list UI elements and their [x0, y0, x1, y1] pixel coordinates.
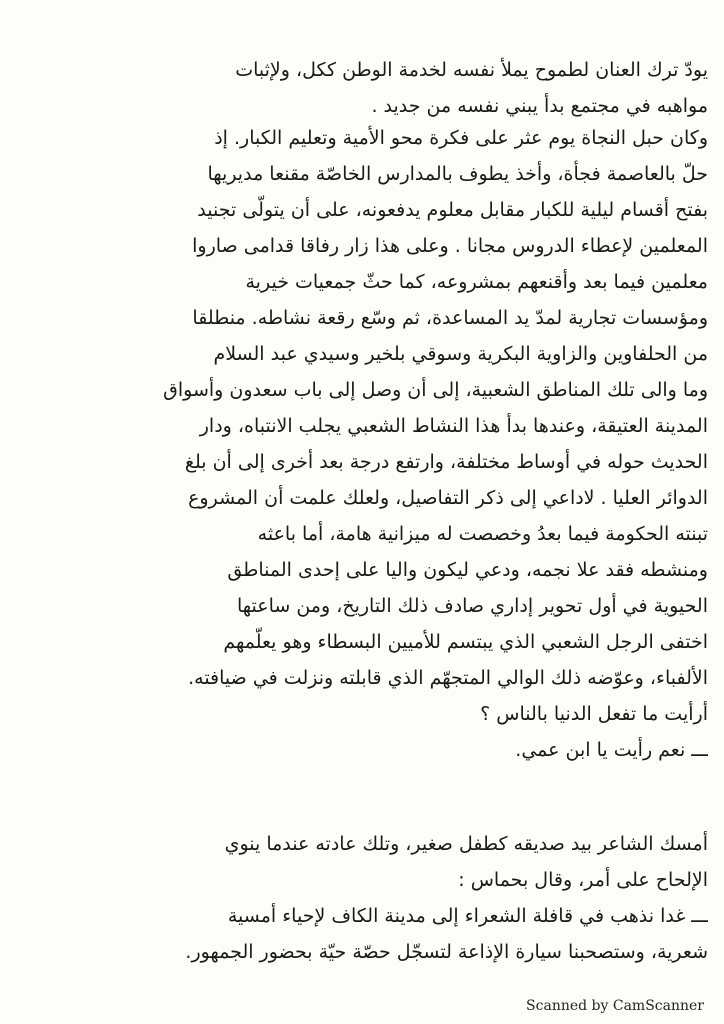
text-line: وما والى تلك المناطق الشعبية، إلى أن وصل إلى باب سعدون وأسواق: [163, 379, 708, 401]
text-line: من الحلفاوين والزاوية البكرية وسوقي بلخير وسيدي عبد السلام: [213, 343, 708, 365]
text-line: شعرية، وستصحبنا سيارة الإذاعة لتسجّل حصّة حيّة بحضور الجمهور.: [185, 941, 708, 963]
text-line: المدينة العتيقة، وعندها بدأ هذا النشاط الشعبي يجلب الانتباه، ودار: [199, 415, 708, 437]
text-line: تبنته الحكومة فيما بعدُ وخصصت له ميزانية هامة، أما باعثه: [257, 523, 708, 545]
text-line: بفتح أقسام ليلية للكبار مقابل معلوم يدفعونه، على أن يتولّى تجنيد: [197, 199, 708, 221]
text-line: الحديث حوله في أوساط مختلفة، وارتفع درجة بعد أخرى إلى أن بلغ: [184, 451, 708, 473]
text-line: يودّ ترك العنان لطموح يملأ نفسه لخدمة الوطن ككل، ولإثبات: [235, 59, 708, 81]
paragraph-1: [40, 52, 708, 124]
text-line: اختفى الرجل الشعبي الذي يبتسم للأميين البسطاء وهو يعلّمهم: [223, 631, 708, 653]
text-line: ومنشطه فقد علا نجمه، ودعي ليكون واليا على إحدى المناطق: [227, 559, 708, 581]
text-line: وكان حبل النجاة يوم عثر على فكرة محو الأمية وتعليم الكبار. إذ: [214, 127, 708, 149]
text-line: ـــ غدا نذهب في قافلة الشعراء إلى مدينة الكاف لإحياء أمسية: [227, 905, 708, 927]
text-line: الألفباء، وعوّضه ذلك الوالي المتجهّم الذي قابلته ونزلت في ضيافته.: [188, 667, 708, 689]
text-line: المعلمين لإعطاء الدروس مجانا . وعلى هذا زار رفاقا قدامى صاروا: [192, 235, 708, 257]
paragraph-3: [40, 826, 708, 970]
text-line: معلمين فيما بعد وأقنعهم بمشروعه، كما حثّ جمعيات خيرية: [245, 271, 708, 293]
text-line: الحيوية في أول تحوير إداري صادف ذلك التاريخ، ومن ساعتها: [236, 595, 708, 617]
text-line: ـــ نعم رأيت يا ابن عمي.: [515, 739, 708, 761]
text-line: الإلحاح على أمر، وقال بحماس :: [458, 869, 708, 891]
text-line: حلّ بالعاصمة فجأة، وأخذ يطوف بالمدارس الخاصّة مقنعا مديريها: [207, 163, 708, 185]
text-line: أرأيت ما تفعل الدنيا بالناس ؟: [480, 703, 708, 725]
text-line: أمسك الشاعر بيد صديقه كطفل صغير، وتلك عادته عندما ينوي: [224, 833, 708, 855]
text-line: ومؤسسات تجارية لمدّ يد المساعدة، ثم وسّع رقعة نشاطه. منطلقا: [192, 307, 708, 329]
text-line: الدوائر العليا . لاداعي إلى ذكر التفاصيل، ولعلك علمت أن المشروع: [188, 487, 708, 509]
text-line: مواهبه في مجتمع بدأ يبني نفسه من جديد .: [371, 95, 708, 117]
paragraph-2: [40, 120, 708, 768]
scanner-watermark: Scanned by CamScanner: [526, 998, 704, 1014]
